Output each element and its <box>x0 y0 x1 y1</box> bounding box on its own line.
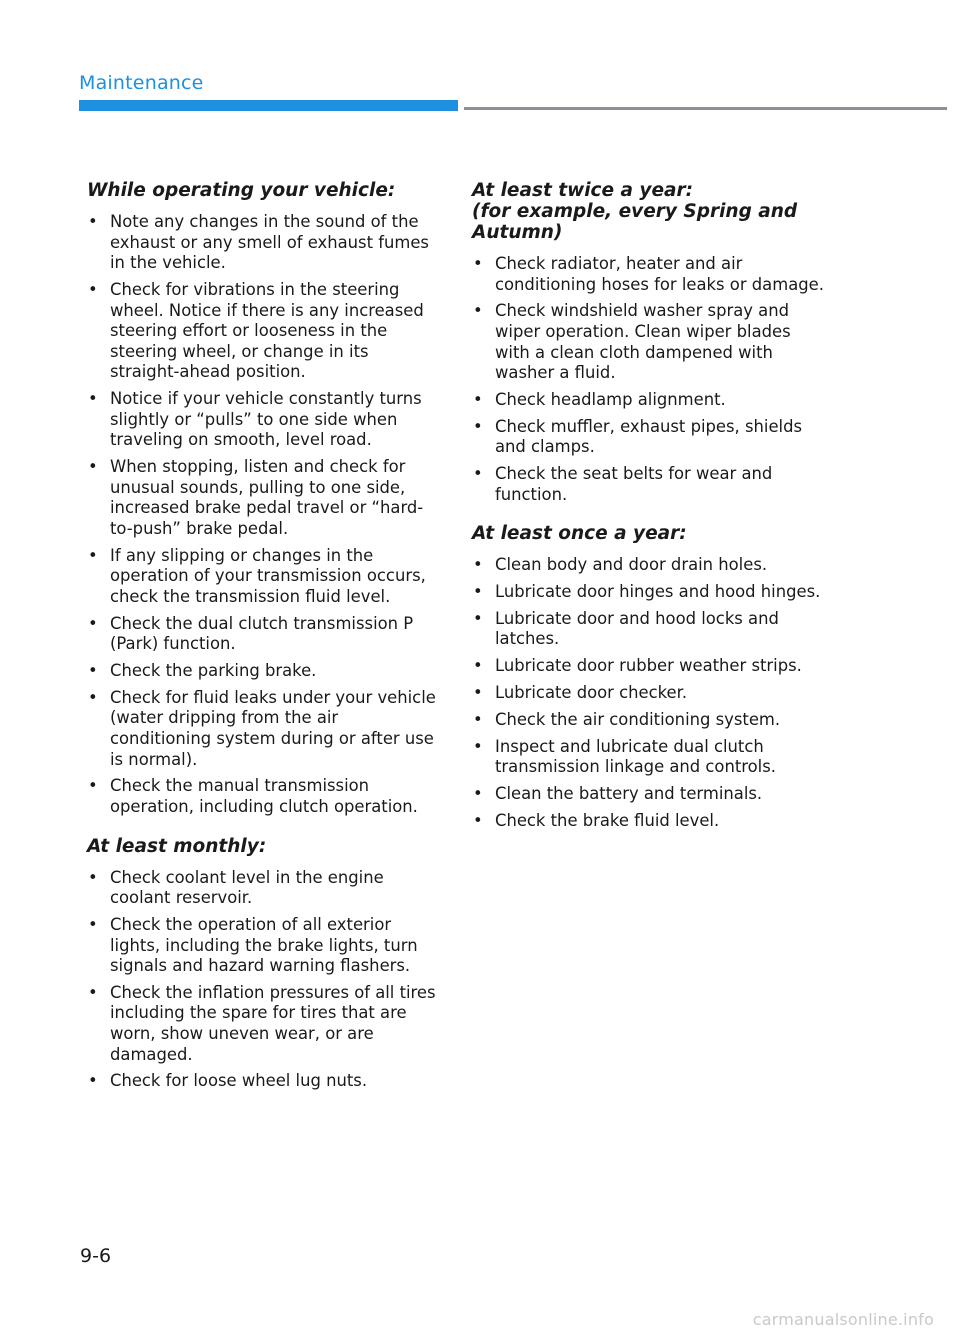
list-item-text: Lubricate door checker. <box>495 683 688 702</box>
bullet-icon: • <box>473 301 483 321</box>
list-item-text: Check the operation of all exterior lights, including the brake lights, turn signals and hazard warning flashers. <box>110 914 418 976</box>
bullet-icon: • <box>88 389 98 409</box>
list-item <box>87 389 442 451</box>
list-item <box>87 915 442 977</box>
page-number: 9-6 <box>80 1245 112 1267</box>
list-item-text: Notice if your vehicle constantly turns slightly or “pulls” to one side when traveling on smooth, level road. <box>110 389 422 450</box>
list-item <box>472 555 827 576</box>
heading-monthly: At least monthly: <box>87 835 267 857</box>
heading-while-operating: While operating your vehicle: <box>87 180 396 201</box>
list-item-text: Check the parking brake. <box>110 661 317 680</box>
list-item-text: Check the seat belts for wear and function. <box>495 464 773 504</box>
list-item <box>472 784 827 805</box>
list-item-text: Check radiator, heater and air conditioning hoses for leaks or damage. <box>495 254 824 294</box>
list-item <box>472 464 827 505</box>
list-item-text: Check the dual clutch transmission P (Park) function. <box>110 613 414 654</box>
bullet-icon: • <box>473 254 483 273</box>
list-item <box>87 1071 442 1092</box>
bullet-icon: • <box>88 457 98 477</box>
bullet-icon: • <box>88 776 98 796</box>
list-item-text: Lubricate door rubber weather strips. <box>495 656 802 676</box>
list-item <box>472 301 827 383</box>
bullet-icon: • <box>88 279 98 299</box>
list-item <box>472 609 827 650</box>
list-item <box>87 661 442 682</box>
bullet-icon: • <box>473 464 483 484</box>
bullet-icon: • <box>88 867 98 887</box>
list-item <box>87 614 442 655</box>
list-item <box>87 776 442 817</box>
bullet-icon: • <box>473 736 483 756</box>
bullet-icon: • <box>473 709 483 729</box>
right-column <box>472 180 827 838</box>
list-item-text: When stopping, listen and check for unusual sounds, pulling to one side, increased brake pedal travel or “hard-to-push” brake pedal. <box>110 457 424 538</box>
list-item-text: Lubricate door hinges and hood hinges. <box>495 582 821 602</box>
heading-twice-a-year: At least twice a year: (for example, every Spring and Autumn) <box>472 180 798 243</box>
list-item-text: Check the inflation pressures of all tires including the spare for tires that are worn, show uneven wear, or are damaged. <box>110 982 436 1064</box>
bullet-icon: • <box>473 656 483 676</box>
list-item <box>472 417 827 458</box>
bullet-icon: • <box>473 416 483 436</box>
header-rule <box>464 107 947 110</box>
bullet-icon: • <box>473 810 483 830</box>
section-title: Maintenance <box>79 72 204 94</box>
bullet-icon: • <box>473 683 483 702</box>
left-column <box>87 180 442 1098</box>
list-item <box>472 390 827 411</box>
list-item-text: Check the brake fluid level. <box>495 810 720 830</box>
list-item <box>472 683 827 704</box>
list-while-operating <box>87 212 442 818</box>
bullet-icon: • <box>473 389 483 409</box>
list-item-text: Check muffler, exhaust pipes, shields and clamps. <box>495 416 803 457</box>
bullet-icon: • <box>88 914 98 934</box>
heading-once-a-year: At least once a year: <box>472 523 687 545</box>
list-item <box>472 811 827 832</box>
list-item-text: If any slipping or changes in the operation of your transmission occurs, check the transmission fluid level. <box>110 545 426 606</box>
list-item <box>87 212 442 274</box>
bullet-icon: • <box>88 613 98 633</box>
bullet-icon: • <box>88 212 98 231</box>
bullet-icon: • <box>88 661 98 680</box>
list-monthly <box>87 868 442 1093</box>
list-once-a-year <box>472 555 827 831</box>
bullet-icon: • <box>88 982 98 1002</box>
bullet-icon: • <box>88 1071 98 1091</box>
list-item-text: Inspect and lubricate dual clutch transmission linkage and controls. <box>495 736 776 777</box>
list-item-text: Clean the battery and terminals. <box>495 783 763 803</box>
bullet-icon: • <box>473 783 483 803</box>
list-item-text: Check for loose wheel lug nuts. <box>110 1071 368 1091</box>
bullet-icon: • <box>473 555 483 575</box>
list-item-text: Check for vibrations in the steering wheel. Notice if there is any increased steering effort or looseness in the steering wheel, or change in its straight-ahead position. <box>110 279 424 382</box>
list-item <box>472 254 827 295</box>
bullet-icon: • <box>473 582 483 602</box>
list-item-text: Check windshield washer spray and wiper operation. Clean wiper blades with a clean cloth dampened with washer a fluid. <box>495 301 791 383</box>
list-item-text: Check for fluid leaks under your vehicle (water dripping from the air conditioning system during or after use is normal). <box>110 687 436 769</box>
list-item <box>472 737 827 778</box>
list-item <box>472 656 827 677</box>
list-item-text: Check coolant level in the engine coolant reservoir. <box>110 867 384 908</box>
bullet-icon: • <box>88 545 98 565</box>
header-accent-bar <box>79 100 458 111</box>
list-item <box>87 983 442 1065</box>
watermark-text: carmanualsonline.info <box>752 1310 934 1329</box>
list-item <box>472 582 827 603</box>
bullet-icon: • <box>88 687 98 707</box>
list-item <box>87 457 442 539</box>
list-item <box>472 710 827 731</box>
list-twice-a-year <box>472 254 827 505</box>
list-item-text: Check the manual transmission operation, including clutch operation. <box>110 776 418 816</box>
list-item-text: Clean body and door drain holes. <box>495 555 768 575</box>
list-item-text: Lubricate door and hood locks and latches. <box>495 608 779 649</box>
list-item-text: Check the air conditioning system. <box>495 709 781 729</box>
list-item <box>87 868 442 909</box>
list-item <box>87 280 442 383</box>
list-item <box>87 688 442 770</box>
bullet-icon: • <box>473 608 483 628</box>
list-item-text: Note any changes in the sound of the exhaust or any smell of exhaust fumes in the vehicle. <box>110 212 429 273</box>
list-item-text: Check headlamp alignment. <box>495 389 726 409</box>
list-item <box>87 546 442 608</box>
